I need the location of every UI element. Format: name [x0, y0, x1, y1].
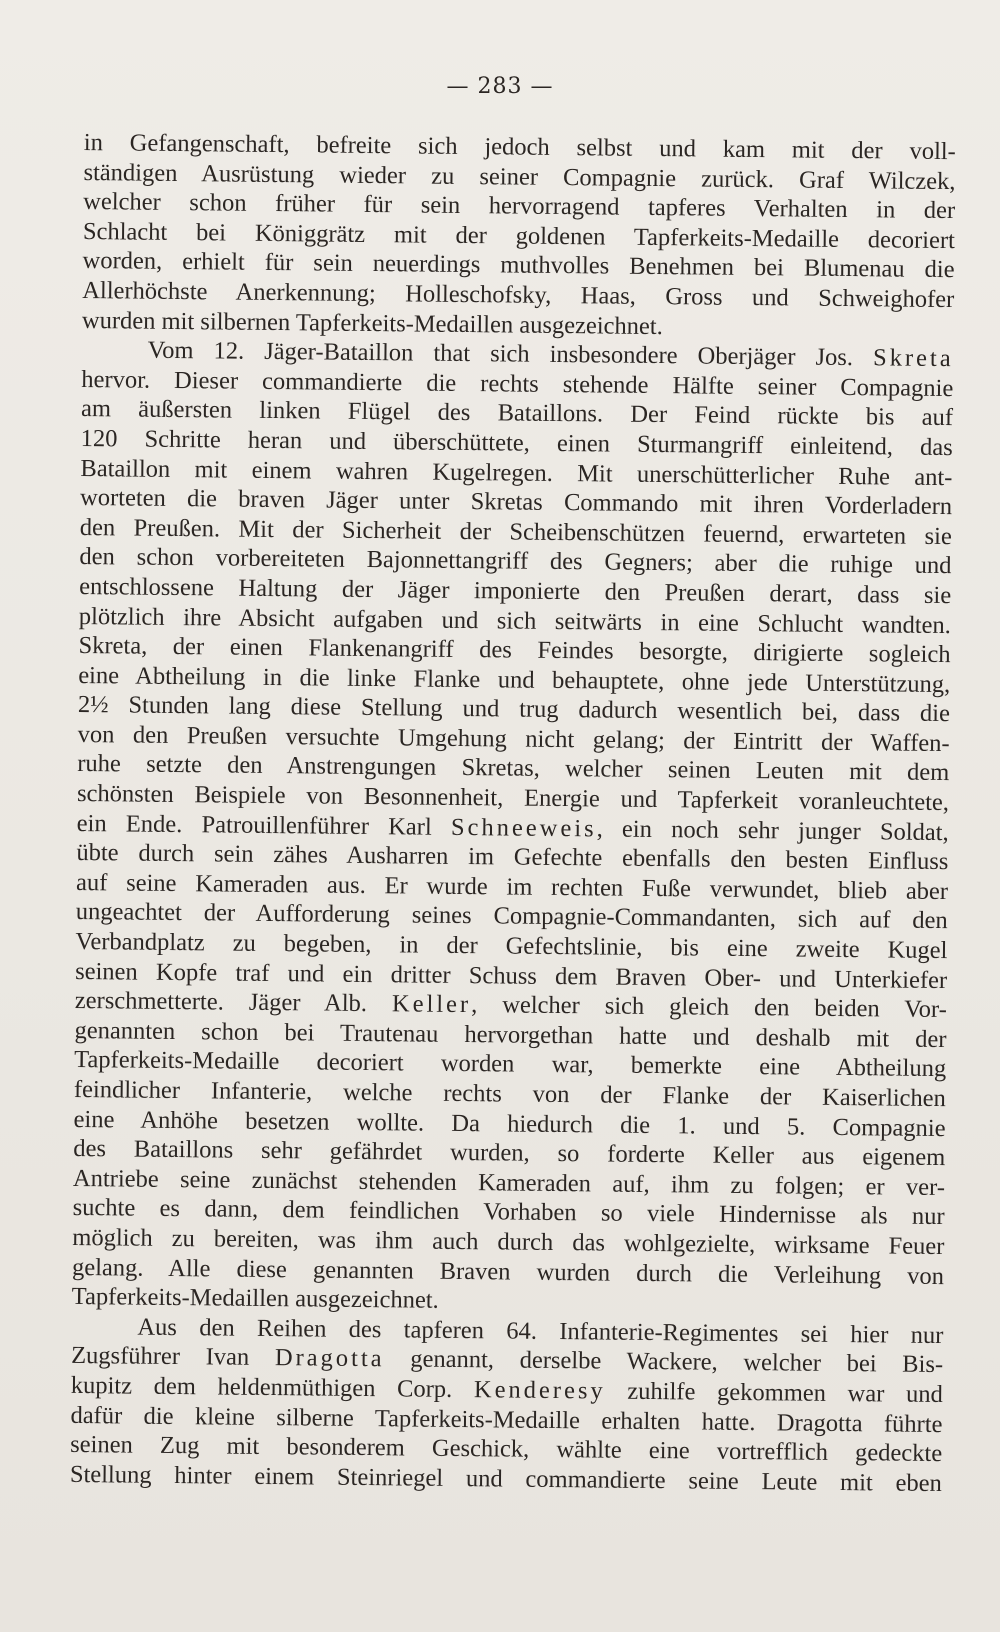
spaced-name: Kenderesy [473, 1376, 606, 1405]
spaced-name: Dragotta [274, 1344, 385, 1373]
line-text: 120 Schritte heran und überschüttete, einen Sturmangriff einleitend, das [80, 424, 953, 462]
line-text: plötzlich ihre Absicht aufgaben und sich seitwärts in eine Schlucht wandten. [78, 602, 951, 639]
line-text: am äußersten linken Flügel des Bataillons. Der Feind rückte bis auf [80, 395, 954, 432]
line-text: ein Ende. Patrouillenführer Karl [76, 809, 432, 841]
line-text: schönsten Beispiele von Besonnenheit, Energie und Tapferkeit voranleuchtete, [76, 780, 950, 817]
line-text: von den Preußen versuchte Umgehung nicht gelang; der Eintritt der Waffen- [77, 720, 950, 757]
line-text: hervor. Dieser commandierte die rechts stehende Hälfte seiner Compagnie [81, 365, 954, 402]
line-text: Tapferkeits-Medaille decoriert worden war, bemerkte eine Abtheilung [74, 1046, 947, 1083]
body-text [70, 128, 956, 1498]
line-text: den schon vorbereiteten Bajonnettangriff des Gegners; aber die ruhige und [79, 543, 952, 580]
spaced-name: Schneeweis [450, 813, 597, 843]
line-text: den Preußen. Mit der Sicherheit der Scheibenschützen feuernd, erwarteten sie [79, 513, 952, 550]
line-text: Vom 12. Jäger-Bataillon that sich insbesondere Oberjäger Jos. [147, 336, 854, 372]
line-text: zerschmetterte. Jäger Alb. [74, 987, 368, 1018]
line-text: welcher schon früher für sein hervorragend tapferes Verhalten in der [83, 188, 956, 225]
line-text: feindlicher Infanterie, welche rechts von der Flanke der Kaiserlichen [73, 1075, 947, 1113]
line-text-after: , welcher sich gleich den beiden Vor- [471, 991, 947, 1024]
line-text: auf seine Kameraden aus. Er wurde im rechten Fuße verwundet, blieb aber [75, 868, 949, 905]
spaced-name: Skreta [872, 344, 954, 373]
line-text: ungeachtet der Aufforderung seines Compagnie-Commandanten, sich auf den [75, 898, 948, 935]
line-text: seinen Kopfe traf und ein dritter Schuss dem Braven Ober- und Unterkiefer [75, 957, 948, 994]
line-text: des Bataillons sehr gefährdet wurden, so forderte Keller aus eigenem [73, 1135, 946, 1172]
line-text: eine Abtheilung in die linke Flanke und behauptete, ohne jede Unterstützung, [78, 661, 951, 698]
line-text: in Gefangenschaft, befreite sich jedoch selbst und kam mit der voll- [83, 128, 956, 166]
line-text: entschlossene Haltung der Jäger imponierte den Preußen derart, dass sie [79, 572, 952, 610]
line-text: übte durch sein zähes Ausharren im Gefechte ebenfalls den besten Einfluss [76, 839, 949, 876]
line-text: Bataillon mit einem wahren Kugelregen. Mit unerschütterlicher Ruhe ant- [80, 454, 953, 491]
line-text: ruhe setzte den Anstrengungen Skretas, welcher seinen Leuten mit dem [77, 750, 950, 787]
line-text: Zugsführer Ivan [71, 1342, 250, 1372]
line-text-after: zuhilfe gekommen war und [605, 1377, 943, 1408]
line-text: Aus den Reihen des tapferen 64. Infanterie-Regimentes sei hier nur [137, 1313, 944, 1349]
line-text: Schlacht bei Königgrätz mit der goldenen Tapferkeits-Medaille decoriert [82, 217, 956, 254]
line-text: Verbandplatz zu begeben, in der Gefechtslinie, bis eine zweite Kugel [75, 927, 948, 965]
line-text: suchte es dann, dem feindlichen Vorhaben so viele Hindernisse als nur [72, 1194, 945, 1231]
line-text: dafür die kleine silberne Tapferkeits-Medaille erhalten hatte. Dragotta führte [70, 1401, 943, 1438]
line-text: gelang. Alle diese genannten Braven wurden durch die Verleihung von [71, 1253, 945, 1290]
line-text-after: genannt, derselbe Wackere, welcher bei Bis- [384, 1345, 944, 1379]
line-text: 2½ Stunden lang diese Stellung und trug dadurch wesentlich bei, dass die [77, 691, 951, 728]
line-text: seinen Zug mit besonderem Geschick, wählte eine vortrefflich gedeckte [70, 1431, 943, 1468]
line-text: Tapferkeits-Medaillen ausgezeichnet. [71, 1283, 439, 1314]
line-text: worden, erhielt für sein neuerdings muthvolles Benehmen bei Blumenau die [82, 247, 955, 284]
line-text: ständigen Ausrüstung wieder zu seiner Compagnie zurück. Graf Wilczek, [83, 158, 956, 195]
spaced-name: Keller [391, 990, 472, 1019]
line-text-after: , ein noch sehr junger Soldat, [596, 815, 949, 846]
line-text: Allerhöchste Anerkennung; Holleschofsky, Haas, Gross und Schweighofer [82, 276, 955, 314]
line-text: eine Anhöhe besetzen wollte. Da hiedurch die 1. und 5. Compagnie [73, 1105, 946, 1142]
line-text: Stellung hinter einem Steinriegel und commandierte seine Leute mit eben [69, 1460, 942, 1497]
line-text: worteten die braven Jäger unter Skretas Commando mit ihren Vorderladern [79, 484, 953, 521]
line-text: Antriebe seine zunächst stehenden Kameraden auf, ihm zu folgen; er ver- [72, 1164, 946, 1201]
line-text: genannten schon bei Trautenau hervorgethan hatte und deshalb mit der [74, 1016, 947, 1053]
line-text: kupitz dem heldenmüthigen Corp. [70, 1371, 453, 1403]
line-text: möglich zu bereiten, was ihm auch durch das wohlgezielte, wirksame Feuer [72, 1223, 945, 1261]
line-text: Skreta, der einen Flankenangriff des Feindes besorgte, dirigierte sogleich [78, 632, 951, 669]
line-text: wurden mit silbernen Tapferkeits-Medaillen ausgezeichnet. [81, 306, 663, 340]
page-number: — 283 — [446, 74, 554, 99]
